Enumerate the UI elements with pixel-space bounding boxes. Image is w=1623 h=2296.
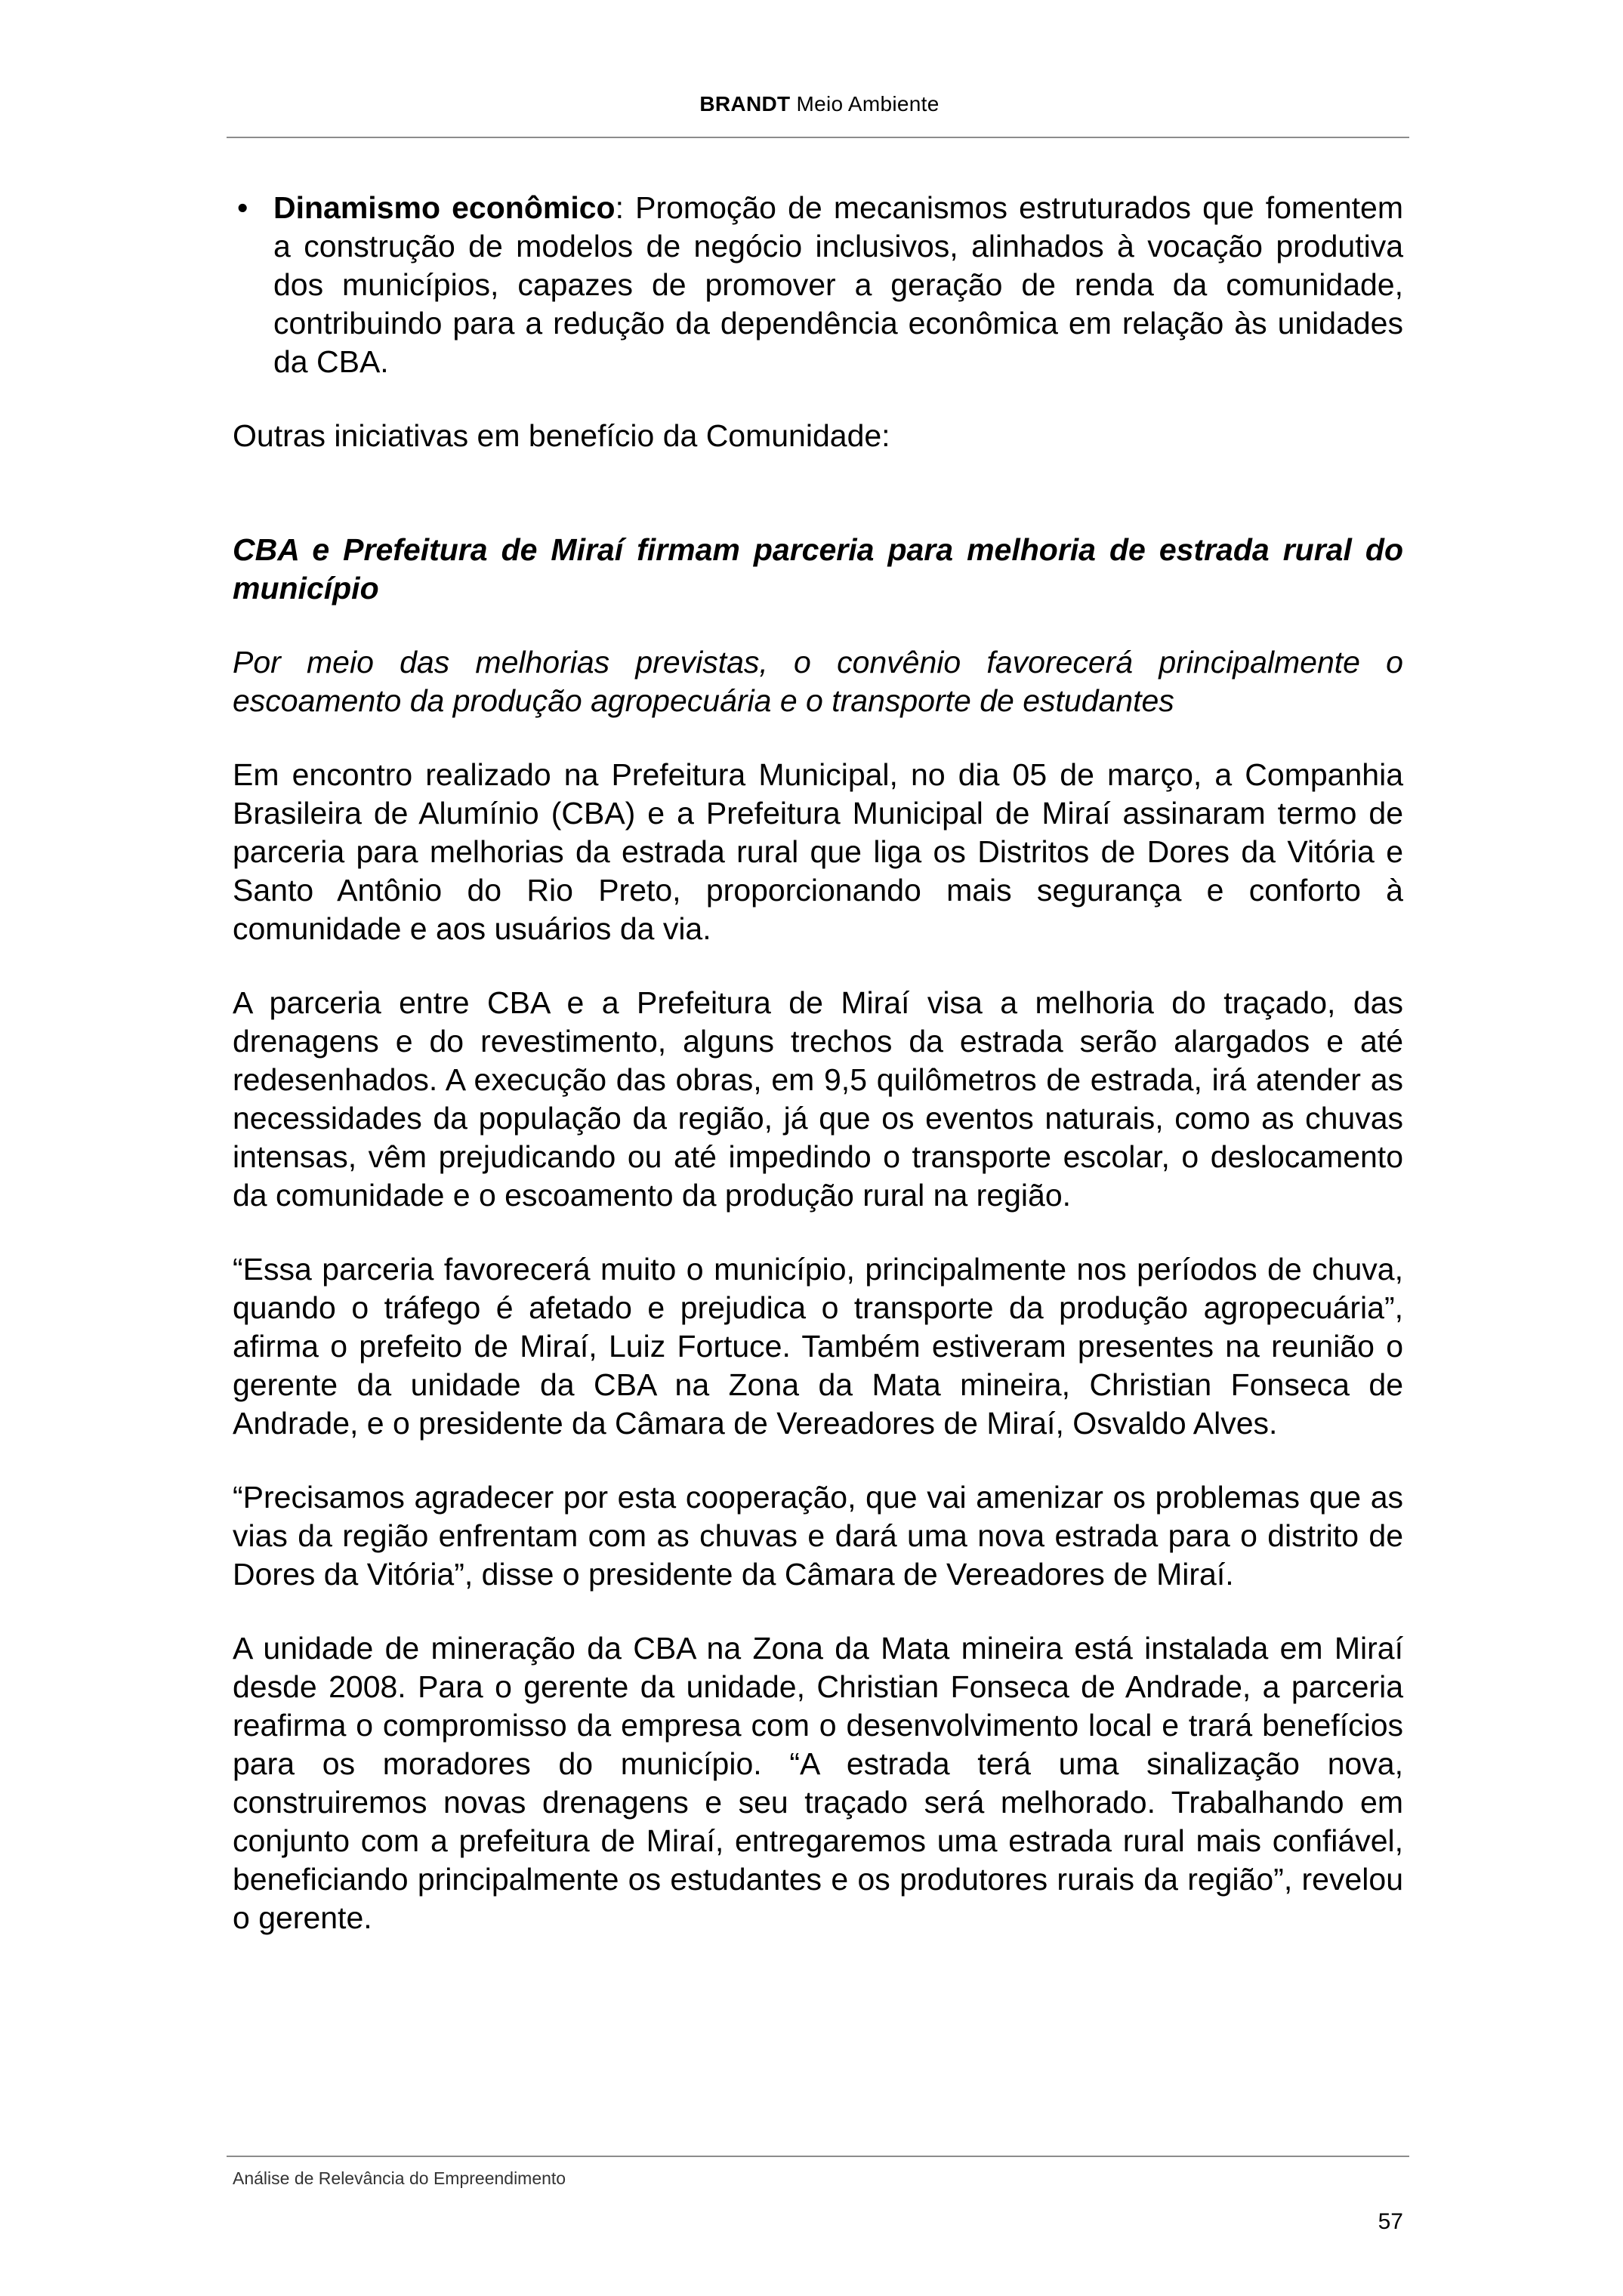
bullet-marker: • bbox=[237, 190, 248, 225]
news-paragraph: A parceria entre CBA e a Prefeitura de Miraí visa a melhoria do traçado, das drenagens e do revestimento, alguns trechos da estrada serão alargados e até redesenhados. A execução das obras, em 9,5 quilômetros de estrada, irá atender as necessidades da população da região, já que os eventos naturais, como as chuvas intensas, vêm prejudicando ou até impedindo o transporte escolar, o deslocamento da comunidade e o escoamento da produção rural na região. bbox=[233, 985, 1403, 1213]
bullet-text bbox=[273, 189, 1403, 381]
news-paragraph: “Essa parceria favorecerá muito o município, principalmente nos períodos de chuva, quando o tráfego é afetado e prejudica o transporte da produção agropecuária”, afirma o prefeito de Miraí, Luiz Fortuce. Também estiveram presentes na reunião o gerente da unidade da CBA na Zona da Mata mineira, Christian Fonseca de Andrade, e o presidente da Câmara de Vereadores de Miraí, Osvaldo Alves. bbox=[233, 1252, 1403, 1441]
news-paragraph: “Precisamos agradecer por esta cooperação, que vai amenizar os problemas que as vias da região enfrentam com as chuvas e dará uma nova estrada para o distrito de Dores da Vitória”, disse o presidente da Câmara de Vereadores de Miraí. bbox=[233, 1480, 1403, 1592]
bullet-term: Dinamismo econômico bbox=[273, 190, 616, 225]
bullet-description: : Promoção de mecanismos estruturados que fomentem a construção de modelos de negócio inclusivos, alinhados à vocação produtiva dos municípios, capazes de promover a geração de renda da comunidade, contribuindo para a redução da dependência econômica em relação às unidades da CBA. bbox=[273, 190, 1404, 379]
page-header bbox=[230, 92, 1409, 116]
intro-paragraph: Outras iniciativas em benefício da Comunidade: bbox=[233, 418, 890, 453]
news-paragraph: A unidade de mineração da CBA na Zona da Mata mineira está instalada em Miraí desde 2008. Para o gerente da unidade, Christian Fonseca de Andrade, a parceria reafirma o compromisso da empresa com o desenvolvimento local e trará benefícios para os moradores do município. “A estrada terá uma sinalização nova, construiremos novas drenagens e seu traçado será melhorado. Trabalhando em conjunto com a prefeitura de Miraí, entregaremos uma estrada rural mais confiável, beneficiando principalmente os estudantes e os produtores rurais da região”, revelou o gerente. bbox=[233, 1631, 1403, 1935]
news-subtitle: Por meio das melhorias previstas, o convênio favorecerá principalmente o escoamento da produção agropecuária e o transporte de estudantes bbox=[233, 645, 1403, 718]
header-divider bbox=[227, 137, 1409, 138]
footer-document-title: Análise de Relevância do Empreendimento bbox=[233, 2168, 566, 2188]
bullet-item bbox=[233, 189, 1403, 381]
news-paragraph: Em encontro realizado na Prefeitura Municipal, no dia 05 de março, a Companhia Brasileira de Alumínio (CBA) e a Prefeitura Municipal de Miraí assinaram termo de parceria para melhorias da estrada rural que liga os Distritos de Dores da Vitória e Santo Antônio do Rio Preto, proporcionando mais segurança e conforto à comunidade e aos usuários da via. bbox=[233, 757, 1403, 946]
news-article bbox=[233, 531, 1403, 1937]
header-brand-strong: BRANDT bbox=[699, 92, 791, 116]
header-brand-rest: Meio Ambiente bbox=[790, 92, 940, 116]
footer-divider bbox=[227, 2156, 1409, 2157]
page-number: 57 bbox=[1378, 2209, 1403, 2234]
news-title: CBA e Prefeitura de Miraí firmam parceria para melhoria de estrada rural do município bbox=[233, 532, 1403, 606]
page-content bbox=[233, 189, 1403, 1937]
